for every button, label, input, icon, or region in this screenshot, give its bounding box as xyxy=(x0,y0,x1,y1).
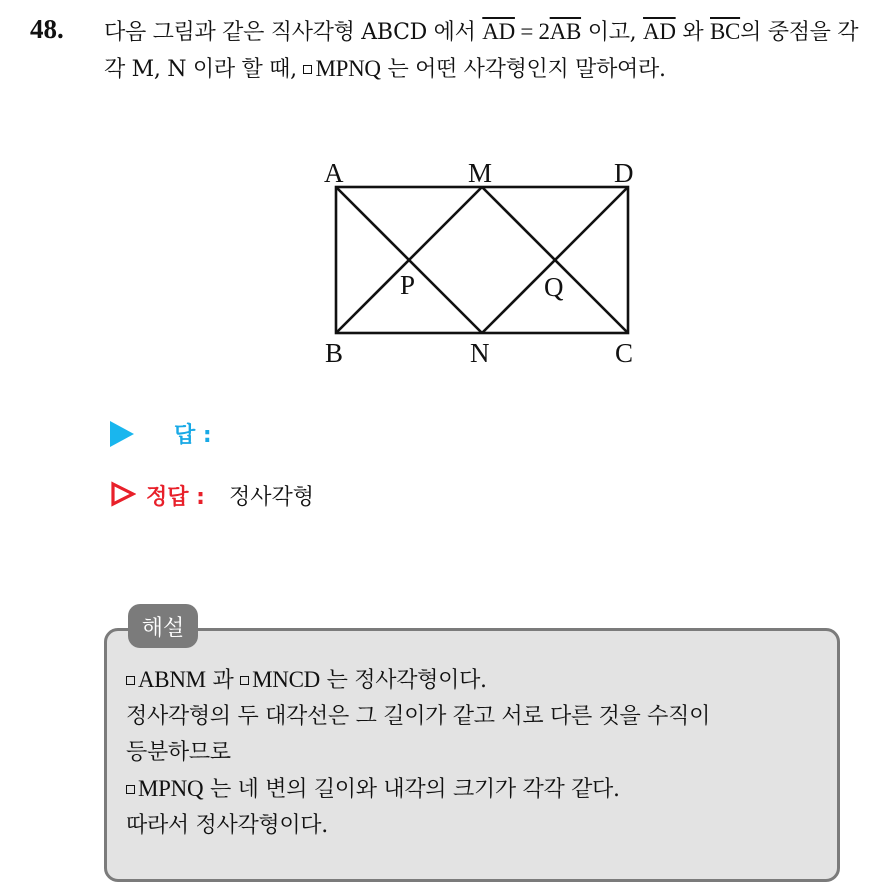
answer-label: 답 : xyxy=(174,423,212,448)
explanation-text-part: 과 xyxy=(205,668,241,693)
question-text-part: 의 중점을 각각 M, N 이라 할 때, xyxy=(104,20,859,82)
label-n: N xyxy=(470,338,490,368)
explanation-line xyxy=(126,662,836,699)
explanation-line: 따라서 정사각형이다. xyxy=(126,813,328,838)
explanation-tag: 해설 xyxy=(128,604,198,648)
label-d: D xyxy=(614,158,634,188)
answer-row xyxy=(110,418,212,449)
label-p: P xyxy=(400,270,416,300)
segment-bc: $\overline{BC}$ xyxy=(710,19,741,44)
quadrilateral-label: ABNM xyxy=(138,667,206,692)
explanation-line: 정사각형의 두 대각선은 그 길이가 같고 서로 다른 것을 수직이 xyxy=(126,704,711,729)
rectangle-figure xyxy=(318,158,648,377)
rectangle-abcd xyxy=(336,187,628,333)
explanation-text xyxy=(126,662,836,844)
question-text-part: 와 xyxy=(675,20,710,45)
square-symbol-icon xyxy=(240,676,249,685)
question-text-part: 이고, xyxy=(581,20,644,45)
explanation-text-part: 는 정사각형이다. xyxy=(319,668,487,693)
segment-ab: $\overline{AB}$ xyxy=(549,19,582,44)
question-text-part: = 2 xyxy=(514,19,550,44)
figure-svg xyxy=(318,158,648,373)
quadrilateral-label: MPNQ xyxy=(138,776,204,801)
question-text xyxy=(104,14,874,88)
explanation-line: 등분하므로 xyxy=(126,740,231,765)
label-b: B xyxy=(325,338,344,368)
explanation-text-part: 는 네 변의 길이와 내각의 크기가 각각 같다. xyxy=(203,777,620,802)
explanation-line xyxy=(126,771,836,808)
quadrilateral-label: MPNQ xyxy=(315,56,381,81)
label-c: C xyxy=(615,338,634,368)
play-triangle-icon xyxy=(110,421,134,447)
label-m: M xyxy=(468,158,493,188)
correct-answer-value: 정사각형 xyxy=(228,485,314,510)
correct-answer-row xyxy=(110,480,314,511)
question-text-part: 다음 그림과 같은 직사각형 ABCD 에서 xyxy=(104,20,483,45)
outline-triangle-icon xyxy=(110,481,136,511)
segment-ad: $\overline{AD}$ xyxy=(482,19,515,44)
segment-ad: $\overline{AD}$ xyxy=(643,19,676,44)
correct-answer-label: 정답 : xyxy=(146,485,205,510)
square-symbol-icon xyxy=(126,785,135,794)
label-a: A xyxy=(324,158,344,188)
question-text-part: 는 어떤 사각형인지 말하여라. xyxy=(380,57,666,82)
label-q: Q xyxy=(544,272,564,302)
square-symbol-icon xyxy=(303,65,312,74)
quadrilateral-label: MNCD xyxy=(252,667,320,692)
question-number: 48. xyxy=(30,14,64,44)
square-symbol-icon xyxy=(126,676,135,685)
